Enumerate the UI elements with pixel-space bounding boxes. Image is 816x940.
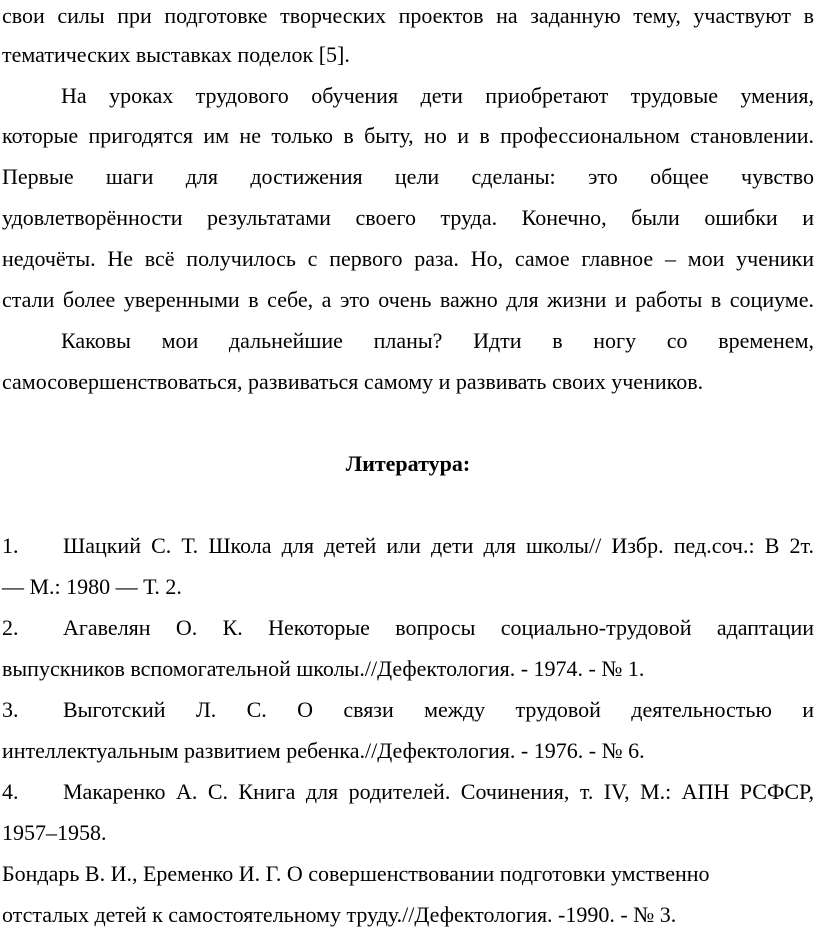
reference-item-3-line-2: интеллектуальным развитием ребенка.//Дефектология. - 1976. - № 6. (2, 738, 645, 763)
reference-item-1-line-2: — М.: 1980 — Т. 2. (2, 574, 182, 599)
paragraph-2-line-4: удовлетворённости результатами своего труда. Конечно, были ошибки и (2, 205, 814, 230)
reference-number: 4. (2, 779, 19, 804)
paragraph-1-line-1: свои силы при подготовке творческих проектов на заданную тему, участвуют в (2, 3, 814, 28)
reference-number: 1. (2, 533, 19, 558)
reference-item-2-line-2: выпускников вспомогательной школы.//Дефектология. - 1974. - № 1. (2, 656, 645, 681)
paragraph-2-line-6: стали более уверенными в себе, а это очень важно для жизни и работы в социуме. (2, 287, 814, 312)
paragraph-2-line-5: недочёты. Не всё получилось с первого раза. Но, самое главное – мои ученики (2, 246, 814, 271)
reference-item-2 (2, 608, 814, 648)
reference-item-3 (2, 690, 814, 730)
paragraph-3-line-2: самосовершенствоваться, развиваться самому и развивать своих учеников. (2, 369, 704, 394)
reference-item-1 (2, 526, 814, 566)
paragraph-1-line-2: тематических выставках поделок [5]. (2, 42, 350, 67)
paragraph-3-line-1: Каковы мои дальнейшие планы? Идти в ногу со временем, (61, 328, 814, 353)
literature-heading: Литература: (345, 451, 471, 476)
reference-text-line-1: Шацкий С. Т. Школа для детей или дети для школы// Избр. пед.соч.: В 2т. (63, 533, 814, 558)
reference-extra-line-1: Бондарь В. И., Еременко И. Г. О совершенствовании подготовки умственно (2, 861, 710, 886)
reference-number: 3. (2, 697, 19, 722)
paragraph-2-line-1: На уроках трудового обучения дети приобретают трудовые умения, (61, 83, 814, 108)
reference-extra-line-2: отсталых детей к самостоятельному труду.//Дефектология. -1990. - № 3. (2, 902, 677, 927)
reference-item-4 (2, 772, 814, 812)
reference-text-line-1: Макаренко А. С. Книга для родителей. Сочинения, т. IV, М.: АПН РСФСР, (63, 779, 814, 804)
reference-item-4-line-2: 1957–1958. (2, 820, 107, 845)
paragraph-2-line-2: которые пригодятся им не только в быту, но и в профессиональном становлении. (2, 123, 814, 148)
reference-text-line-1: Выготский Л. С. О связи между трудовой деятельностью и (63, 697, 814, 722)
paragraph-2-line-3: Первые шаги для достижения цели сделаны: это общее чувство (2, 164, 814, 189)
reference-text-line-1: Агавелян О. К. Некоторые вопросы социально-трудовой адаптации (63, 615, 814, 640)
reference-number: 2. (2, 615, 19, 640)
